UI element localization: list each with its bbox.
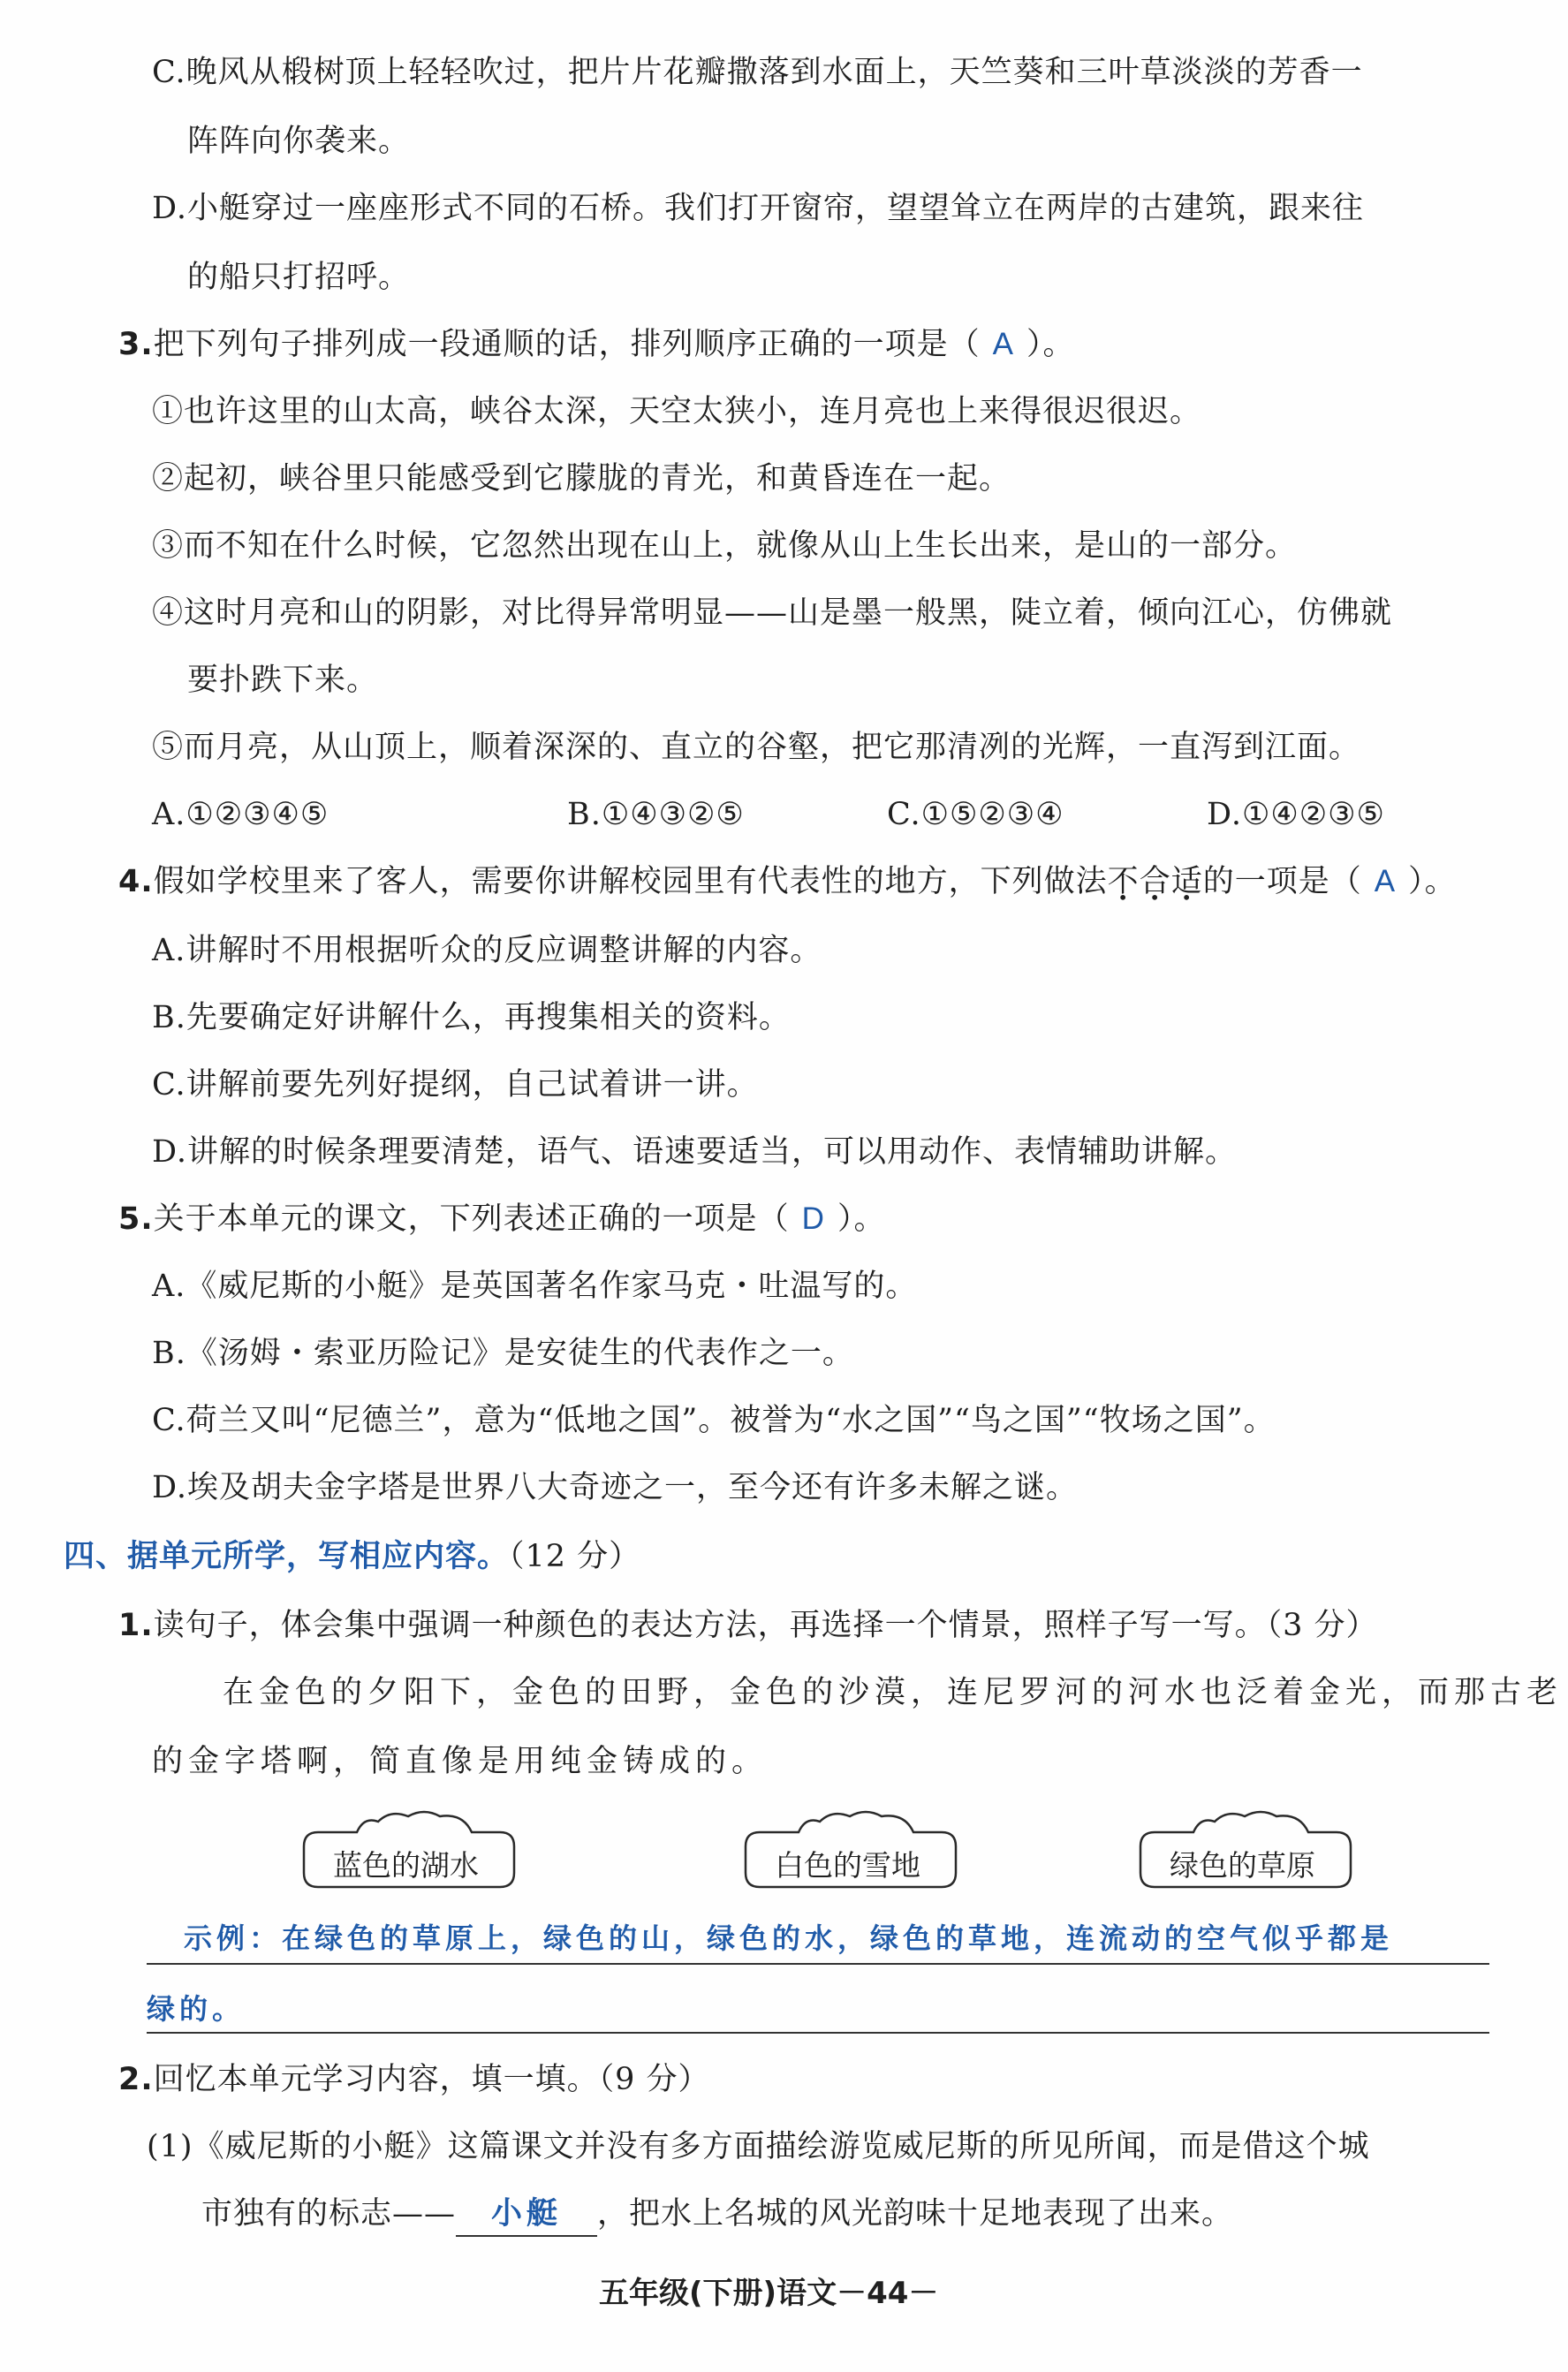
answer-mark: D	[801, 1201, 825, 1236]
question-number: 5.	[118, 1201, 154, 1237]
section-points: （12 分）	[509, 1539, 641, 1574]
question-number: 2.	[118, 2062, 154, 2097]
q2-option-d-line1: D.小艇穿过一座座形式不同的石桥。我们打开窗帘，望望耸立在两岸的古建筑，跟来往	[152, 191, 1364, 226]
q5-option-d: D.埃及胡夫金字塔是世界八大奇迹之一，至今还有许多未解之谜。	[152, 1470, 1078, 1505]
s4-question-1-stem: 1.读句子，体会集中强调一种颜色的表达方法，再选择一个情景，照样子写一写。（3 分）	[118, 1608, 1378, 1643]
sentence-4-line2: 要扑跌下来。	[187, 663, 379, 698]
example-sentence-line2: 的金字塔啊，简直像是用纯金铸成的。	[152, 1744, 769, 1779]
answer-mark: A	[992, 327, 1015, 361]
answer-mark: A	[1374, 864, 1397, 898]
q4-option-c: C.讲解前要先列好提纲，自己试着讲一讲。	[152, 1067, 759, 1103]
q5-option-c: C.荷兰又叫“尼德兰”，意为“低地之国”。被誉为“水之国”“鸟之国”“牧场之国”。	[152, 1403, 1276, 1438]
q4-option-a: A.讲解时不用根据听众的反应调整讲解的内容。	[152, 933, 822, 968]
question-number: 4.	[118, 864, 154, 899]
cloud-label-green-grassland: 绿色的草原	[1170, 1848, 1315, 1883]
answer-text-line2: 绿的。	[147, 1992, 246, 2026]
q5-option-a: A.《威尼斯的小艇》是英国著名作家马克・吐温写的。	[152, 1269, 918, 1304]
sentence-4-line1: ④这时月亮和山的阴影，对比得异常明显——山是墨一般黑，陡立着，倾向江心，仿佛就	[152, 595, 1393, 631]
section-4-heading: 四、据单元所学，写相应内容。（12 分）	[64, 1539, 641, 1574]
cloud-label-blue-lake: 蓝色的湖水	[333, 1848, 479, 1883]
question-5-stem: 5.关于本单元的课文，下列表述正确的一项是（ D ）。	[118, 1201, 886, 1237]
sentence-3: ③而不知在什么时候，它忽然出现在山上，就像从山上生长出来，是山的一部分。	[152, 528, 1298, 564]
emphasis-char: 合	[1139, 864, 1171, 899]
s4-question-2-stem: 2.回忆本单元学习内容，填一填。（9 分）	[118, 2062, 710, 2097]
fill-item-1-line2: 市独有的标志—— 小艇 ，把水上名城的风光韵味十足地表现了出来。	[201, 2193, 1233, 2237]
sentence-5: ⑤而月亮，从山顶上，顺着深深的、直立的谷壑，把它那清冽的光辉，一直泻到江面。	[152, 730, 1361, 765]
sentence-2: ②起初，峡谷里只能感受到它朦胧的青光，和黄昏连在一起。	[152, 461, 1011, 496]
fill-item-1-line1: (1)《威尼斯的小艇》这篇课文并没有多方面描绘游览威尼斯的所见所闻，而是借这个城	[147, 2129, 1370, 2164]
question-3-stem: 3.把下列句子排列成一段通顺的话，排列顺序正确的一项是（ A ）。	[118, 327, 1075, 362]
question-number: 1.	[118, 1608, 154, 1643]
answer-rule-1	[147, 1963, 1489, 1965]
emphasis-char: 不	[1107, 864, 1140, 899]
q2-option-d-line2: 的船只打招呼。	[187, 260, 411, 295]
q2-option-c-line1: C.晚风从椴树顶上轻轻吹过，把片片花瓣撒落到水面上，天竺葵和三叶草淡淡的芳香一	[152, 55, 1363, 90]
answer-rule-2	[147, 2032, 1489, 2034]
q3-option-d: D.①④②③⑤	[1207, 797, 1385, 832]
q3-option-c: C.①⑤②③④	[887, 797, 1064, 832]
emphasis-char: 适	[1170, 864, 1203, 899]
sentence-1: ①也许这里的山太高，峡谷太深，天空太狭小，连月亮也上来得很迟很迟。	[152, 394, 1202, 429]
q4-option-d: D.讲解的时候条理要清楚，语气、语速要适当，可以用动作、表情辅助讲解。	[152, 1134, 1237, 1170]
q5-option-b: B.《汤姆・索亚历险记》是安徒生的代表作之一。	[152, 1336, 854, 1371]
q3-option-a: A.①②③④⑤	[152, 797, 330, 832]
cloud-label-white-snow: 白色的雪地	[775, 1848, 920, 1883]
question-number: 3.	[118, 327, 154, 362]
example-sentence-line1: 在金色的夕阳下，金色的田野，金色的沙漠，连尼罗河的河水也泛着金光，而那古老	[223, 1675, 1564, 1710]
answer-text-line1: 示例：在绿色的草原上，绿色的山，绿色的水，绿色的草地，连流动的空气似乎都是	[184, 1921, 1394, 1955]
question-4-stem: 4.假如学校里来了客人，需要你讲解校园里有代表性的地方，下列做法不合适的一项是（ A ）。	[118, 864, 1457, 899]
q2-option-c-line2: 阵阵向你袭来。	[187, 124, 411, 159]
q3-option-b: B.①④③②⑤	[567, 797, 745, 832]
fill-blank-answer: 小艇	[456, 2193, 597, 2237]
page-footer: 五年级(下册)语文－44－	[599, 2276, 939, 2311]
q4-option-b: B.先要确定好讲解什么，再搜集相关的资料。	[152, 1000, 791, 1035]
